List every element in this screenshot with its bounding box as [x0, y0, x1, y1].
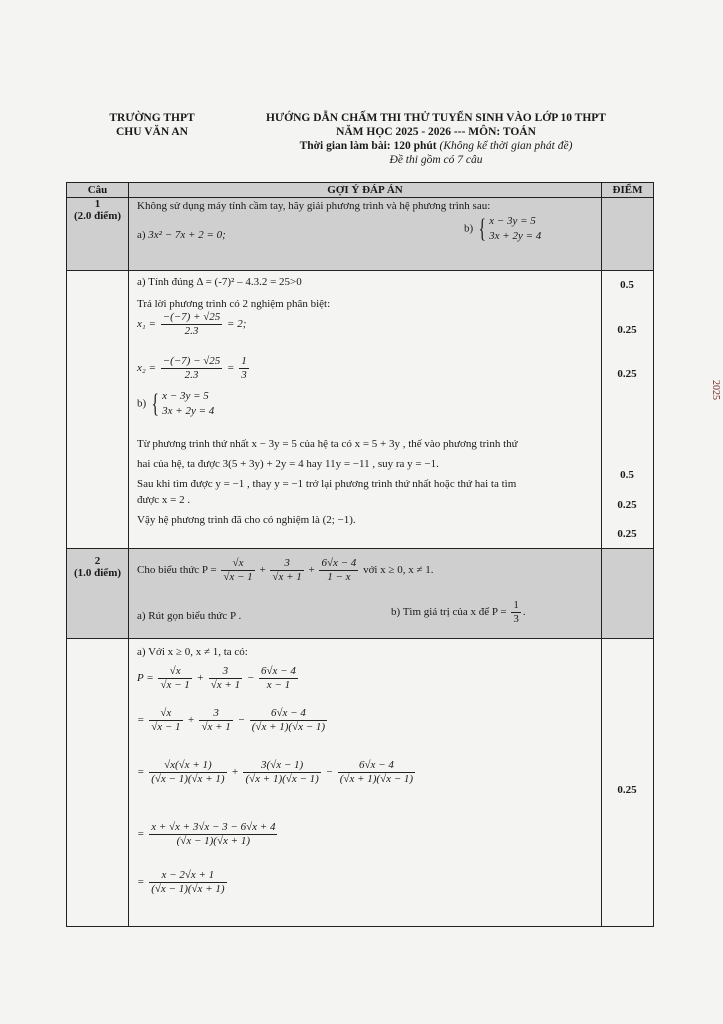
q2-part-b-num: 1 [513, 599, 519, 611]
q2-term2-den: √x + 1 [272, 571, 302, 583]
q1-solution-cell [129, 271, 602, 549]
q1-solution-number-cell [67, 271, 129, 549]
q1-number-cell [67, 198, 129, 271]
q2-line-4: = $\frac{x + √x + 3√x - 3 - 6√x + 4}{(√x - 1)(√x + 1)}$ [137, 821, 276, 847]
school-name [92, 111, 212, 139]
x2-numerator: −(−7) − √25 [162, 355, 221, 367]
q2-l5-den: (√x − 1)(√x + 1) [151, 883, 225, 895]
q1-b-eq1: x − 3y = 5 [162, 390, 209, 402]
q2-solution-cell [129, 639, 602, 927]
score-x2: 0.25 [617, 368, 637, 380]
q2-expression: Cho biểu thức P = $\frac{√x}{√x - 1}$ + $\frac{3}{√x + 1}$ + $\frac{6√x - 4}{1 - x}$ với x ≥ 0, x ≠ 1. [137, 557, 434, 583]
margin-stamp: 2025 [710, 380, 721, 400]
score-q2-simplify: 0.25 [617, 784, 637, 796]
q1-find-x-line2: được x = 2 . [137, 494, 191, 506]
q2-l3-f3-den: (√x + 1)(√x − 1) [339, 773, 414, 785]
q2-number: 2 [94, 555, 101, 567]
q2-l2-f2-num: 3 [199, 707, 232, 721]
q1-points: (2.0 điểm) [73, 210, 122, 222]
school-line-1: TRƯỜNG THPT [109, 112, 195, 124]
q1-prompt-score-cell [602, 198, 654, 271]
q2-l3-f1-den: (√x − 1)(√x + 1) [151, 773, 225, 785]
q1-substitution-line2: hai của hệ, ta được 3(5 + 3y) + 2y = 4 hay 11y = −11 , suy ra y = −1. [137, 458, 439, 470]
q2-part-a: a) Rút gọn biểu thức P . [137, 610, 242, 622]
x2-denominator: 2.3 [184, 369, 199, 381]
q2-prompt-row [67, 549, 654, 639]
x2-equals: = [227, 362, 235, 375]
x1-numerator: −(−7) + √25 [162, 311, 221, 323]
q1-b-label: b) [137, 397, 147, 410]
time-limit: Thời gian làm bài: 120 phút [299, 140, 437, 152]
q2-l2-f3-num: 6√x − 4 [250, 707, 327, 721]
q2-prompt-start: Cho biểu thức P = [137, 564, 217, 577]
q1-prompt-cell [129, 198, 602, 271]
q1-find-x-line1: Sau khi tìm được y = −1 , thay y = −1 trở lại phương trình thứ nhất hoặc thứ hai ta tìm [137, 478, 517, 490]
q1-conclusion: Vậy hệ phương trình đã cho có nghiệm là (2; −1). [137, 514, 356, 526]
q1-part-b: b) { x − 3y = 5 3x + 2y = 4 [464, 214, 542, 243]
table-header-row [67, 183, 654, 198]
q2-l1-f3-den: x − 1 [266, 679, 291, 691]
q2-l5-num: x − 2√x + 1 [149, 869, 226, 883]
q2-part-b-text: b) Tìm giá trị của x để P = [391, 606, 507, 619]
q1-prompt-row [67, 198, 654, 271]
q2-term3-den: 1 − x [327, 571, 351, 583]
q2-l4-den: (√x − 1)(√x + 1) [176, 835, 250, 847]
q1-step-two-roots: Trả lời phương trình có 2 nghiệm phân biệt: [137, 298, 331, 310]
q1-scores-cell [602, 271, 654, 549]
x2-value-numerator: 1 [241, 355, 247, 367]
q2-l3-f1-num: √x(√x + 1) [149, 759, 226, 773]
q2-points: (1.0 điểm) [73, 567, 122, 579]
x1-rhs: = 2; [227, 318, 247, 331]
q2-line-2: = $\frac{√x}{√x - 1}$ + $\frac{3}{√x + 1}$ − $\frac{6√x - 4}{(√x + 1)(√x - 1)}$ [137, 707, 326, 733]
x1-lhs: x₁ = [137, 318, 156, 331]
q2-l2-f2-den: √x + 1 [201, 721, 231, 733]
q1-root-x2 [137, 355, 251, 382]
document-title: HƯỚNG DẪN CHẤM THI THỬ TUYỂN SINH VÀO LỚP 10 THPT [266, 112, 606, 124]
q2-scores-cell [602, 639, 654, 927]
score-x1: 0.25 [617, 324, 637, 336]
q1-root-x1 [137, 311, 246, 338]
score-conclusion: 0.25 [617, 528, 637, 540]
q1-b-eq2: 3x + 2y = 4 [162, 405, 215, 417]
q2-l3-f2-num: 3(√x − 1) [243, 759, 320, 773]
column-header-question: Câu [67, 183, 129, 198]
school-year-subject: NĂM HỌC 2025 - 2026 --- MÔN: TOÁN [336, 126, 536, 138]
x2-lhs: x₂ = [137, 362, 156, 375]
q2-solution-number-cell [67, 639, 129, 927]
q2-number-cell [67, 549, 129, 639]
q2-solution-intro: a) Với x ≥ 0, x ≠ 1, ta có: [137, 646, 248, 658]
q1-part-b-label: b) [464, 222, 474, 235]
q1-substitution-line1: Từ phương trình thứ nhất x − 3y = 5 của hệ ta có x = 5 + 3y , thế vào phương trình thứ [137, 438, 518, 450]
score-discriminant: 0.5 [620, 279, 634, 291]
q1-part-a [137, 228, 226, 242]
q2-condition: với x ≥ 0, x ≠ 1. [363, 564, 434, 577]
q2-line-3: = $\frac{√x(√x + 1)}{(√x - 1)(√x + 1)}$ + $\frac{3(√x - 1)}{(√x + 1)(√x - 1)}$ − $\frac{6√x - 4}{(√x + 1)(√x - 1)}$ [137, 759, 414, 785]
q2-l1-f1-den: √x − 1 [160, 679, 190, 691]
q2-l3-f2-den: (√x + 1)(√x − 1) [245, 773, 319, 785]
q2-l1-f1-num: √x [158, 665, 191, 679]
column-header-answer: GỢI Ý ĐÁP ÁN [129, 183, 602, 198]
q2-solution-row [67, 639, 654, 927]
document-title-block [226, 111, 646, 167]
q2-l4-num: x + √x + 3√x − 3 − 6√x + 4 [151, 821, 276, 833]
time-line [226, 139, 646, 153]
q2-l3-f3-num: 6√x − 4 [338, 759, 415, 773]
q2-l2-f1-den: √x − 1 [151, 721, 181, 733]
q2-term3-num: 6√x − 4 [321, 557, 357, 569]
q2-prompt-score-cell [602, 549, 654, 639]
q2-prompt-cell [129, 549, 602, 639]
school-line-2: CHU VĂN AN [116, 126, 188, 138]
q2-term2-num: 3 [270, 557, 303, 571]
q2-part-b: b) Tìm giá trị của x để P = $\frac{1}{3}$ . [391, 599, 526, 625]
q2-line-1: P = $\frac{√x}{√x - 1}$ + $\frac{3}{√x + 1}$ − $\frac{6√x - 4}{x - 1}$ [137, 665, 296, 691]
q2-l1-f2-den: √x + 1 [210, 679, 241, 691]
q1-solution-row [67, 271, 654, 549]
q2-l1-f3-num: 6√x − 4 [261, 665, 296, 677]
x2-value-denominator: 3 [241, 369, 247, 381]
q1-step-discriminant: a) Tính đúng Δ = (-7)² – 4.3.2 = 25>0 [137, 276, 302, 288]
score-find-x: 0.25 [617, 499, 637, 511]
question-count-note: Đề thi gồm có 7 câu [389, 154, 483, 166]
q2-line-5: = $\frac{x - 2√x + 1}{(√x - 1)(√x + 1)}$ [137, 869, 225, 895]
q1-part-a-equation: 3x² − 7x + 2 = 0; [148, 229, 226, 241]
score-substitution: 0.5 [620, 469, 634, 481]
column-header-score: ĐIỂM [602, 183, 654, 198]
x1-denominator: 2.3 [184, 325, 199, 337]
q2-part-b-den: 3 [513, 613, 519, 625]
q2-l2-f1-num: √x [149, 707, 182, 721]
q1-number: 1 [94, 198, 101, 210]
q2-term1-num: √x [221, 557, 254, 571]
q1-part-a-label: a) [137, 229, 146, 241]
answer-table [66, 182, 654, 927]
q2-l2-f3-den: (√x + 1)(√x − 1) [251, 721, 326, 733]
q1-system-restated: b) { x − 3y = 5 3x + 2y = 4 [137, 389, 215, 418]
q2-term1-den: √x − 1 [223, 571, 253, 583]
time-note: (Không kể thời gian phát đề) [439, 140, 573, 152]
q2-l1-f2-num: 3 [209, 665, 242, 679]
q1-prompt: Không sử dụng máy tính cầm tay, hãy giải phương trình và hệ phương trình sau: [137, 200, 491, 212]
q1-part-b-eq2: 3x + 2y = 4 [489, 230, 542, 242]
q1-part-b-eq1: x − 3y = 5 [489, 215, 536, 227]
